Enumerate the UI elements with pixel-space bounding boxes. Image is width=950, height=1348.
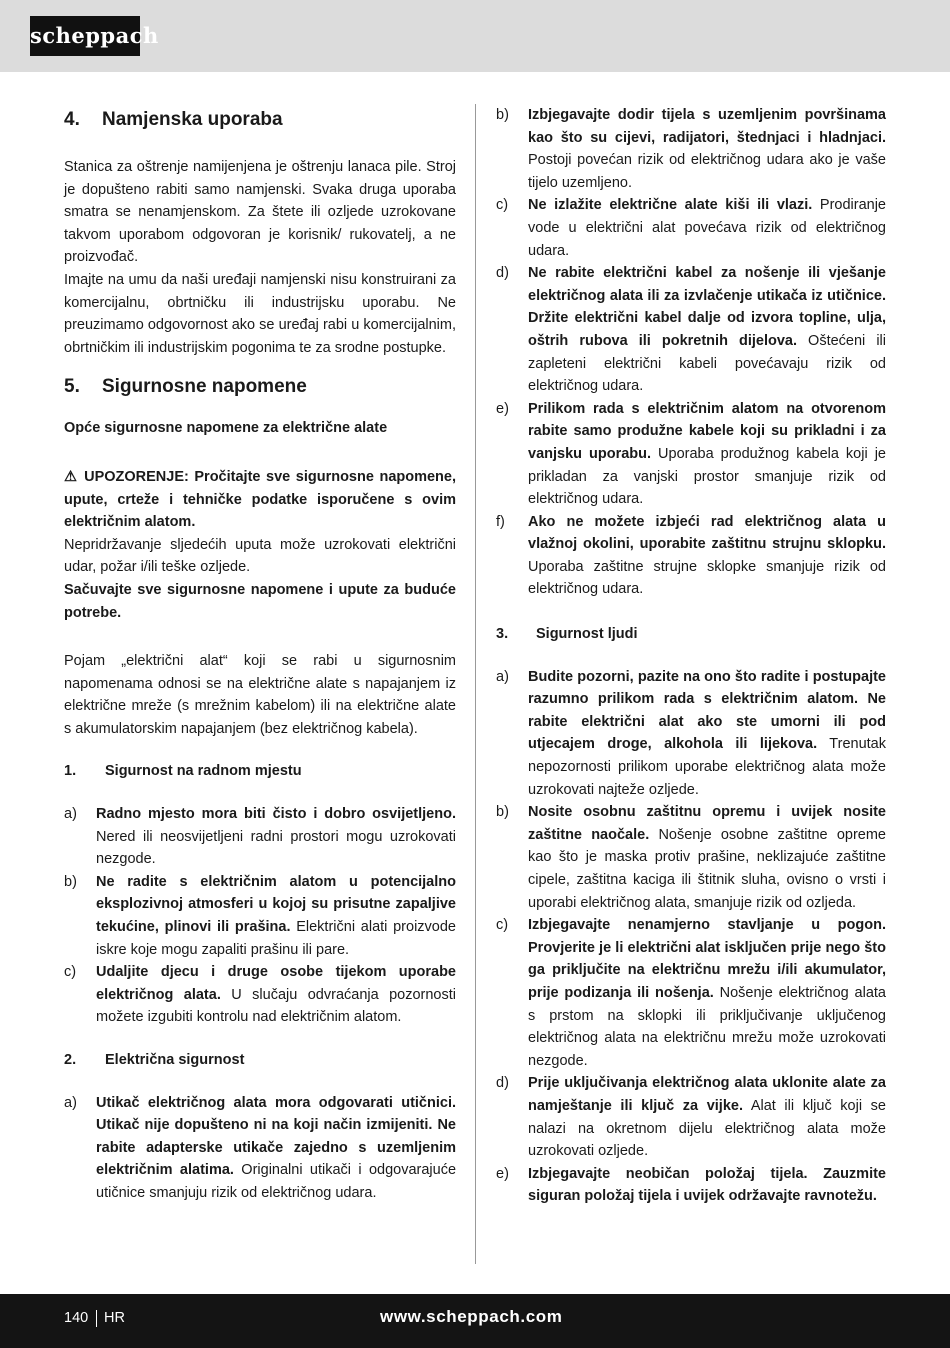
item-label: a) xyxy=(496,668,509,685)
warning-text: UPOZORENJE: Pročitajte sve sigurnosne napomene, upute, crteže i tehničke podatke isporučene s ovim električnim alatom. xyxy=(64,468,457,531)
subsection-title: Električna sigurnost xyxy=(105,1052,245,1068)
item-text: Trenutak nepozornosti prilikom uporabe električnog alata može uzrokovati najteže ozljede. xyxy=(528,736,886,798)
page-number: 140 xyxy=(64,1310,89,1326)
item-bold: Ne izlažite električne alate kiši ili vlazi. xyxy=(528,197,813,214)
list-item xyxy=(496,511,886,601)
item-bold: Budite pozorni, pazite na ono što radite i postupajte razumno prilikom rada s električnim alatom. Ne rabite električni alat ako ste umorni ili pod utjecajem droge, alkohola ili lijekova. xyxy=(528,668,886,753)
list-item xyxy=(496,1072,886,1162)
item-text: U slučaju odvraćanja pozornosti možete izgubiti kontrolu nad električnim alatom. xyxy=(96,986,456,1026)
item-text: Prodiranje vode u električni alat povećava rizik od električnog udara. xyxy=(528,197,886,259)
item-bold: Ne radite s električnim alatom u potencijalno eksplozivnoj atmosferi u kojoj su prisutne zapaljive tekućine, plinovi ili prašina. xyxy=(96,873,456,936)
subsection-number: 1. xyxy=(64,763,77,780)
header-bar xyxy=(0,0,950,72)
footer-separator xyxy=(96,1310,97,1327)
subsection-number: 2. xyxy=(64,1052,77,1068)
subsection-2-heading xyxy=(64,1049,456,1072)
item-label: a) xyxy=(64,1094,77,1111)
right-column xyxy=(496,104,886,1208)
item-bold: Prilikom rada s električnim alatom na otvorenom rabite samo produžne kabele koji su prikladni i za vanjsku uporabu. xyxy=(528,400,886,462)
item-bold: Prije uključivanja električnog alata uklonite alate za namještanje ili ključ za vijke. xyxy=(528,1075,886,1114)
paragraph: Nepridržavanje sljedećih uputa može uzrokovati električni udar, požar i/ili teške ozljede. xyxy=(64,536,456,576)
list-item xyxy=(64,961,456,1029)
section-5-heading xyxy=(64,375,456,399)
list-item xyxy=(496,666,886,802)
item-bold: Ako ne možete izbjeći rad električnog alata u vlažnoj okolini, uporabite zaštitnu strujnu sklopku. xyxy=(528,513,886,553)
list-item xyxy=(64,803,456,871)
item-label: f) xyxy=(496,513,505,530)
subsection-1-heading xyxy=(64,760,456,783)
item-bold: Udaljite djecu i druge osobe tijekom uporabe električnog alata. xyxy=(96,964,456,1003)
item-bold: Ne rabite električni kabel za nošenje ili vješanje električnog alata ili za izvlačenje utikača iz utičnice. Držite električni kabel dalje od izvora topline, ulja, oštrih rubova ili pokretnih dijelova. xyxy=(528,265,886,349)
paragraph: Imajte na umu da naši uređaji namjenski nisu konstruirani za komercijalnu, obrtničku ili industrijsku uporabu. Ne preuzimamo odgovornost ako se uređaj rabi u komercijalnim, obrtničkim ili industrijskim pogonima te za srodne postupke. xyxy=(64,271,456,356)
save-instructions: Sačuvajte sve sigurnosne napomene i upute za buduće potrebe. xyxy=(64,581,456,621)
list-item xyxy=(64,1092,456,1205)
item-label: b) xyxy=(496,107,509,123)
item-text: Uporaba zaštitne strujne sklopke smanjuje rizik od električnog udara. xyxy=(528,558,886,598)
subheading: Opće sigurnosne napomene za električne alate xyxy=(64,420,388,437)
item-text: Električni alati proizvode iskre koje mogu zapaliti prašinu ili pare. xyxy=(96,919,456,958)
item-label: e) xyxy=(496,400,509,417)
item-text: Nered ili neosvijetljeni radni prostori mogu uzrokovati nezgode. xyxy=(96,828,456,868)
item-label: a) xyxy=(64,806,77,823)
item-text: Nošenje električnog alata s prstom na sklopki ili priključivanje uključenog električnog alata na električnu mrežu može uzrokovati nezgode. xyxy=(528,984,886,1069)
item-bold: Izbjegavajte dodir tijela s uzemljenim površinama kao što su cijevi, radijatori, štednjaci i hladnjaci. xyxy=(528,107,886,146)
item-bold: Radno mjesto mora biti čisto i dobro osvijetljeno. xyxy=(96,806,456,823)
item-label: e) xyxy=(496,1165,509,1182)
list-item xyxy=(496,801,886,914)
item-text: Nošenje osobne zaštitne opreme kao što je maska protiv prašine, neklizajuće zaštitne cipele, zaštitna kaciga ili štitnik sluha, ovisno o vrsti i uporabi električnog alata, smanjuje rizik od ozljeda. xyxy=(528,826,886,911)
left-column xyxy=(64,104,456,1205)
item-bold: Izbjegavajte nenamjerno stavljanje u pogon. Provjerite je li električni alat isključen prije nego što ga priključite na električnu mrežu i/ili akumulator, prije podizanja ili nošenja. xyxy=(528,917,886,1001)
scheppach-logo: scheppach xyxy=(30,16,140,56)
section-4-heading xyxy=(64,108,456,132)
list-item xyxy=(496,914,886,1072)
subsection-number: 3. xyxy=(496,626,509,643)
item-label: c) xyxy=(64,964,77,981)
item-text: Uporaba produžnog kabela koji je prikladan za vanjski prostor smanjuje rizik od električnog udara. xyxy=(528,445,886,508)
item-label: c) xyxy=(496,917,509,934)
list-item xyxy=(496,262,886,398)
item-bold: Izbjegavajte neobičan položaj tijela. Zauzmite siguran položaj tijela i uvijek održavajte ravnotežu. xyxy=(528,1165,886,1205)
item-label: d) xyxy=(496,265,509,282)
section-number: 5. xyxy=(64,376,80,398)
subsection-title: Sigurnost na radnom mjestu xyxy=(105,763,302,780)
subsection-3-heading xyxy=(496,623,886,646)
list-item xyxy=(496,194,886,262)
subsection-title: Sigurnost ljudi xyxy=(536,626,638,643)
item-text: Postoji povećan rizik od električnog udara ako je vaše tijelo uzemljeno. xyxy=(528,152,886,191)
website-url: www.scheppach.com xyxy=(380,1307,563,1326)
item-text: Alat ili ključ koji se nalazi na okretnom dijelu električnog alata može uzrokovati ozljede. xyxy=(528,1097,886,1160)
item-label: d) xyxy=(496,1075,509,1092)
section-title: Namjenska uporaba xyxy=(102,109,283,130)
item-text: Originalni utikači i odgovarajuće utičnice smanjuju rizik od električnog udara. xyxy=(96,1162,457,1201)
list-item xyxy=(64,871,456,961)
item-label: c) xyxy=(496,197,509,214)
warning-icon: ⚠ xyxy=(64,468,79,485)
item-bold: Utikač električnog alata mora odgovarati utičnici. Utikač nije dopušteno ni na koji način izmijeniti. Ne rabite adapterske utikače zajedno s uzemljenim električnim alatima. xyxy=(96,1094,456,1179)
item-label: b) xyxy=(64,873,77,890)
section-number: 4. xyxy=(64,109,80,130)
language-code: HR xyxy=(104,1310,125,1326)
item-text: Oštećeni ili zapleteni električni kabeli povećavaju rizik od električnog udara. xyxy=(528,332,886,395)
section-title: Sigurnosne napomene xyxy=(102,376,307,398)
list-item xyxy=(496,104,886,194)
column-divider xyxy=(475,104,476,1264)
paragraph: Stanica za oštrenje namijenjena je oštrenju lanaca pile. Stroj je dopušteno rabiti samo namjenski. Svaka druga uporaba smatra se nenamjenskom. Za štete ili ozljede uzrokovane takvom uporabom odgovoran je korisnik/ rukovatelj, a ne proizvođač. xyxy=(64,159,456,266)
paragraph: Pojam „električni alat“ koji se rabi u sigurnosnim napomenama odnosi se na električne alate s napajanjem iz električne mreže (s mrežnim kabelom) ili na električne alate s akumulatorskim napajanjem (bez električnog kabela). xyxy=(64,653,456,737)
list-item xyxy=(496,1163,886,1208)
item-bold: Nosite osobnu zaštitnu opremu i uvijek nosite zaštitne naočale. xyxy=(528,804,886,843)
item-label: b) xyxy=(496,804,509,821)
list-item xyxy=(496,398,886,511)
warning-paragraph xyxy=(64,466,456,534)
footer-bar xyxy=(0,1294,950,1348)
